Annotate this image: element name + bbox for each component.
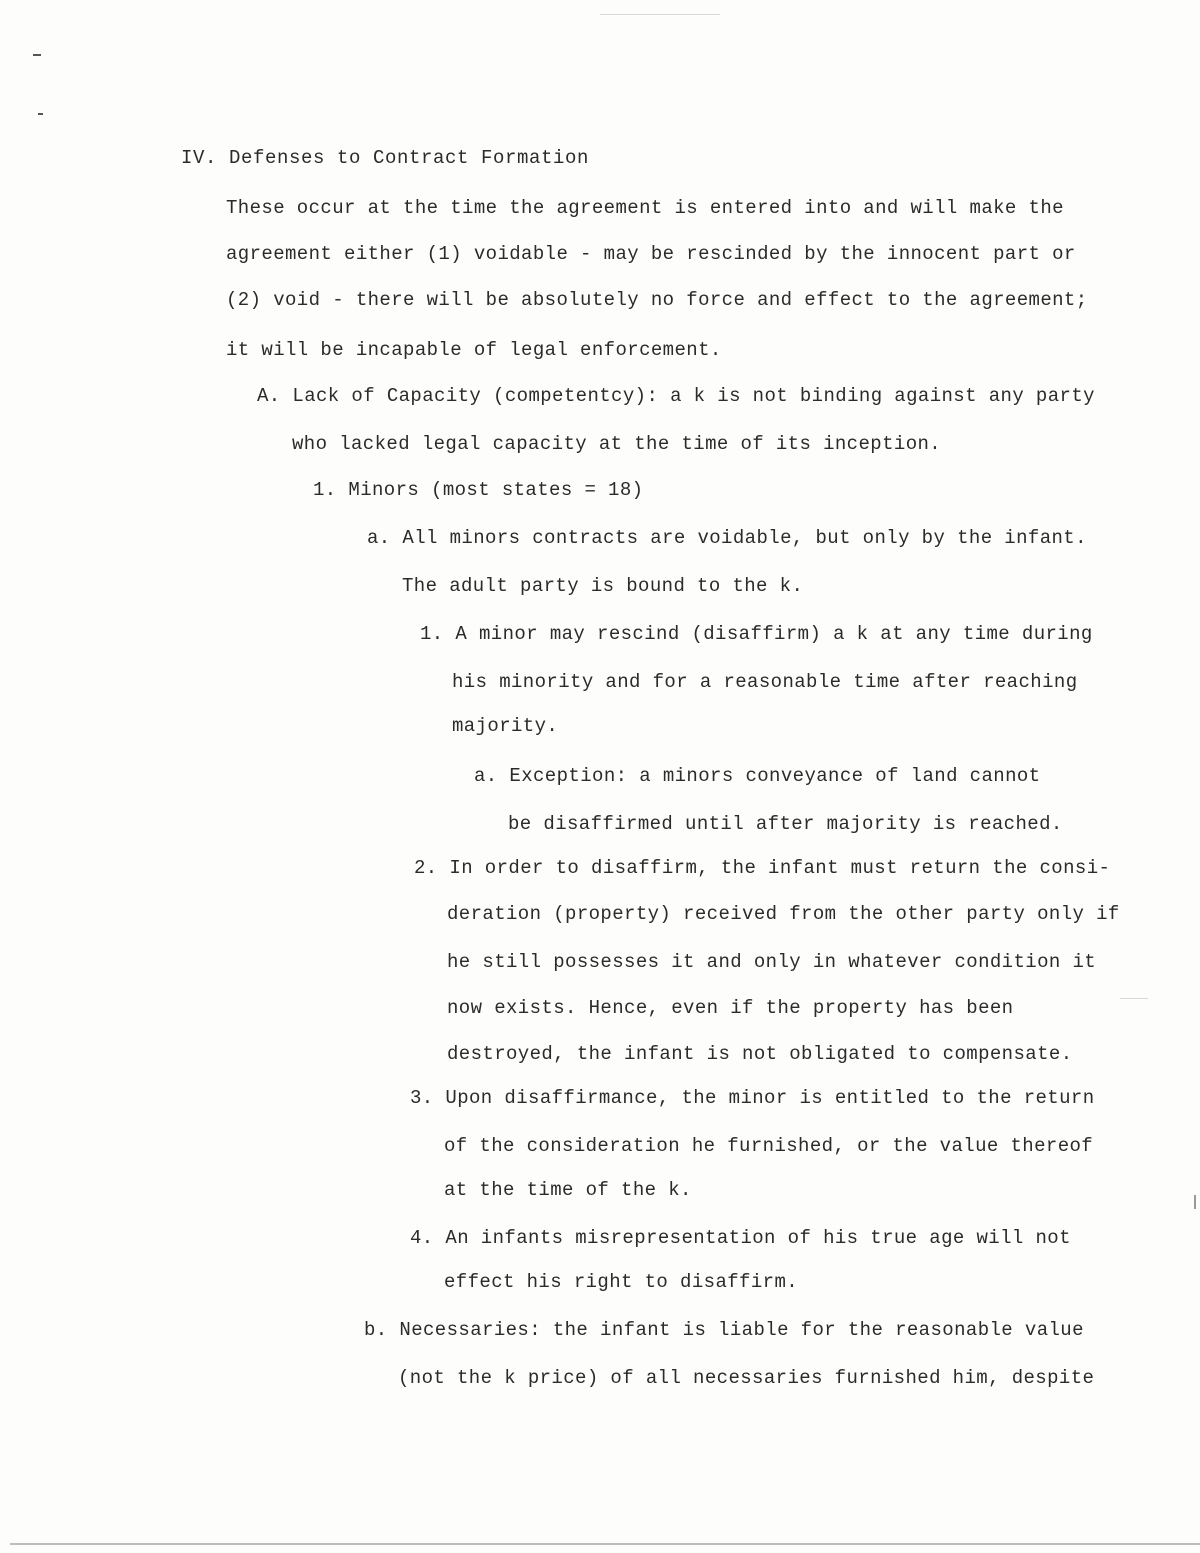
sub-1-line-3: majority. [452, 715, 559, 737]
sub-3-line-3: at the time of the k. [444, 1179, 692, 1201]
sub-2-line-5: destroyed, the infant is not obligated to compensate. [447, 1043, 1073, 1065]
sub-2-line-4: now exists. Hence, even if the property has been [447, 997, 1014, 1019]
page-bottom-edge [10, 1543, 1200, 1545]
scan-mark-right-edge [1194, 1195, 1196, 1209]
item-1a-line-2: The adult party is bound to the k. [402, 575, 804, 597]
sub-4-line-2: effect his right to disaffirm. [444, 1271, 799, 1293]
scan-smudge-right [1120, 998, 1148, 999]
section-a-line-2: who lacked legal capacity at the time of its inception. [292, 433, 942, 455]
intro-line-1: These occur at the time the agreement is entered into and will make the [226, 197, 1064, 219]
intro-line-2: agreement either (1) voidable - may be rescinded by the innocent part or [226, 243, 1076, 265]
sub-1-line-1: 1. A minor may rescind (disaffirm) a k at any time during [420, 623, 1093, 645]
item-1b-line-2: (not the k price) of all necessaries furnished him, despite [398, 1367, 1095, 1389]
intro-line-3: (2) void - there will be absolutely no force and effect to the agreement; [226, 289, 1088, 311]
intro-line-4: it will be incapable of legal enforcement. [226, 339, 722, 361]
sub-4-line-1: 4. An infants misrepresentation of his true age will not [410, 1227, 1071, 1249]
sub-2-line-1: 2. In order to disaffirm, the infant must return the consi- [414, 857, 1111, 879]
item-1-minors: 1. Minors (most states = 18) [313, 479, 644, 501]
sub-1a-line-1: a. Exception: a minors conveyance of land cannot [474, 765, 1041, 787]
scan-mark-top [33, 54, 41, 56]
sub-2-line-2: deration (property) received from the other party only if [447, 903, 1120, 925]
scan-smudge-top [600, 14, 720, 15]
section-heading: IV. Defenses to Contract Formation [181, 147, 590, 169]
item-1a-line-1: a. All minors contracts are voidable, but only by the infant. [367, 527, 1087, 549]
item-1b-line-1: b. Necessaries: the infant is liable for the reasonable value [364, 1319, 1084, 1341]
sub-1a-line-2: be disaffirmed until after majority is reached. [508, 813, 1063, 835]
section-a-line-1: A. Lack of Capacity (competentcy): a k is not binding against any party [257, 385, 1095, 407]
sub-1-line-2: his minority and for a reasonable time after reaching [452, 671, 1078, 693]
sub-3-line-2: of the consideration he furnished, or the value thereof [444, 1135, 1094, 1157]
sub-3-line-1: 3. Upon disaffirmance, the minor is entitled to the return [410, 1087, 1095, 1109]
scan-mark-lower [38, 113, 43, 115]
sub-2-line-3: he still possesses it and only in whatever condition it [447, 951, 1097, 973]
